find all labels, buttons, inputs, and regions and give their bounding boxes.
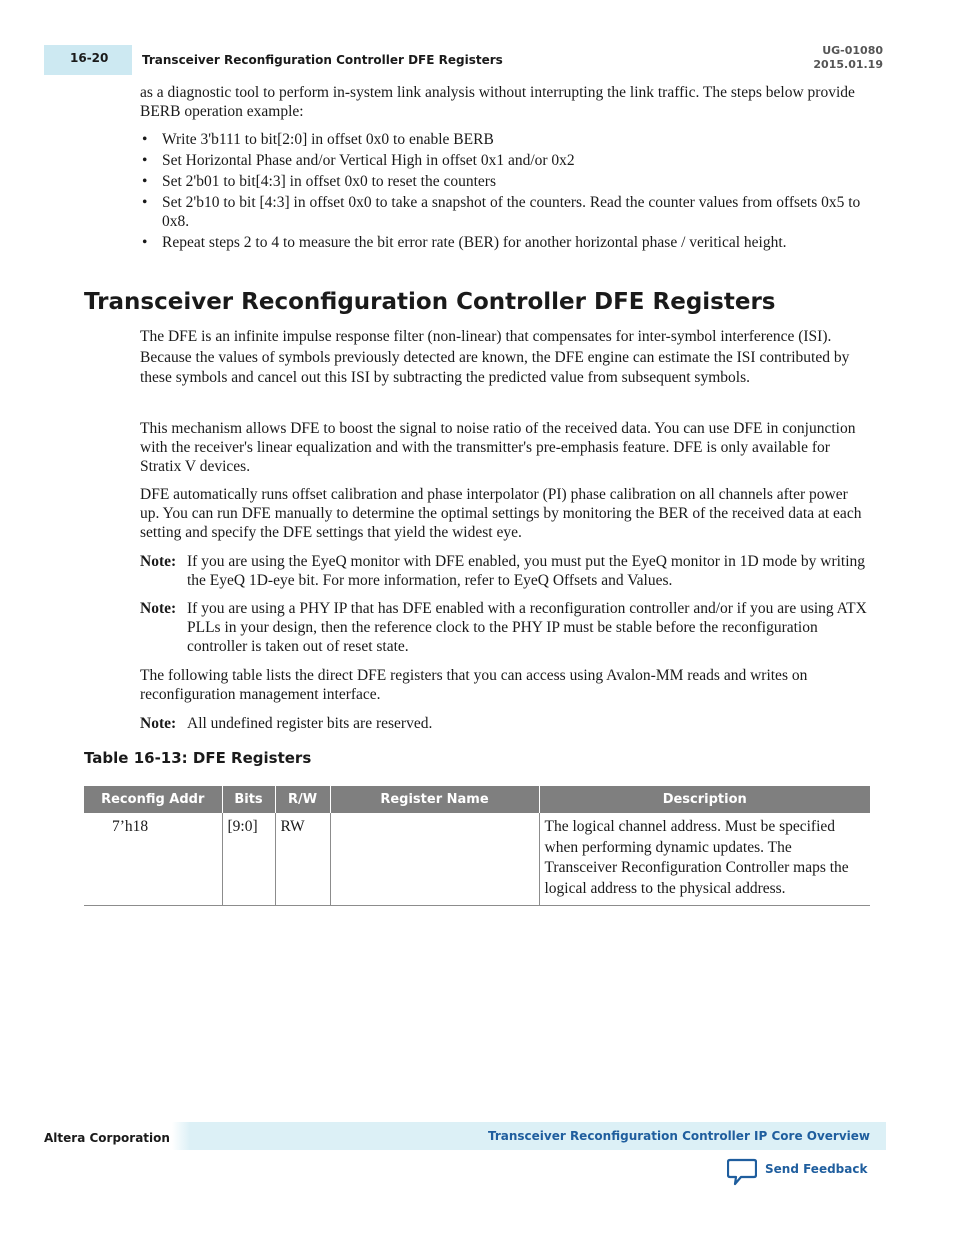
cell-rw: RW <box>275 813 330 906</box>
table-row <box>84 813 870 906</box>
dfe-mechanism-paragraph: This mechanism allows DFE to boost the signal to noise ratio of the received data. You can use DFE in conjunction with the receiver's linear equalization and with the transmitter's pre-emphasis feature. DFE is only available for Stratix V devices. <box>140 420 856 475</box>
note-label: Note: <box>140 715 177 732</box>
note-text: If you are using the EyeQ monitor with DFE enabled, you must put the EyeQ monitor in 1D mode by writing the EyeQ 1D-eye bit. For more information, refer to EyeQ Offsets and Values. <box>187 553 866 589</box>
note-label: Note: <box>140 600 177 617</box>
cell-description: The logical channel address. Must be specified when performing dynamic updates. The Transceiver Reconfiguration Controller maps the logical address to the physical address. <box>539 813 870 906</box>
note-phy-ip <box>140 599 870 656</box>
list-item: • Set 2'b01 to bit[4:3] in offset 0x0 to reset the counters <box>140 172 870 191</box>
note-text: All undefined register bits are reserved. <box>187 715 433 732</box>
note-undefined-bits <box>140 714 870 733</box>
cell-bits: [9:0] <box>222 813 275 906</box>
dfe-calibration-paragraph: DFE automatically runs offset calibration and phase interpolator (PI) phase calibration on all channels after power up. You can run DFE manually to determine the optimal settings by monitoring the BER of the received data at each setting and specify the DFE settings that yield the widest eye. <box>140 486 862 541</box>
table-caption: Table 16-13: DFE Registers <box>84 749 312 767</box>
speech-bubble-icon[interactable] <box>727 1158 757 1186</box>
document-id: UG-01080 <box>822 44 883 57</box>
cell-register-name <box>330 813 539 906</box>
table-header-row <box>84 786 870 813</box>
table-intro-paragraph: The following table lists the direct DFE registers that you can access using Avalon-MM reads and writes on reconfiguration management interface. <box>140 667 808 703</box>
note-eyeq <box>140 552 870 590</box>
column-header-bits: Bits <box>222 786 275 813</box>
list-item: • Set 2'b10 to bit [4:3] in offset 0x0 to take a snapshot of the counters. Read the counter values from offsets 0x5 to 0x8. <box>140 193 870 231</box>
berb-steps-list <box>140 130 870 254</box>
column-header-description: Description <box>539 786 870 813</box>
footer-company: Altera Corporation <box>44 1131 170 1145</box>
column-header-reconfig-addr: Reconfig Addr <box>84 786 222 813</box>
cell-reconfig-addr: 7’h18 <box>84 813 222 906</box>
footer-doc-title-link[interactable]: Transceiver Reconfiguration Controller IP Core Overview <box>487 1129 870 1143</box>
list-item: • Set Horizontal Phase and/or Vertical High in offset 0x1 and/or 0x2 <box>140 151 870 170</box>
intro-paragraph: as a diagnostic tool to perform in-system link analysis without interrupting the link traffic. The steps below provide BERB operation example: <box>140 84 855 120</box>
note-label: Note: <box>140 553 177 570</box>
section-heading: Transceiver Reconfiguration Controller DFE Registers <box>84 289 776 315</box>
column-header-rw: R/W <box>275 786 330 813</box>
document-date: 2015.01.19 <box>813 58 883 71</box>
note-text: If you are using a PHY IP that has DFE enabled with a reconfiguration controller and/or if you are using ATX PLLs in your design, then the reference clock to the PHY IP must be stable before the reconfiguration controller is taken out of reset state. <box>187 600 867 655</box>
send-feedback-link[interactable]: Send Feedback <box>765 1162 868 1176</box>
list-item: • Repeat steps 2 to 4 to measure the bit error rate (BER) for another horizontal phase / veritical height. <box>140 233 870 252</box>
list-item: • Write 3'b111 to bit[2:0] in offset 0x0 to enable BERB <box>140 130 870 149</box>
page-number: 16-20 <box>70 51 109 65</box>
running-header-title: Transceiver Reconfiguration Controller DFE Registers <box>142 53 503 67</box>
dfe-description-paragraph: The DFE is an infinite impulse response filter (non-linear) that compensates for inter-symbol interference (ISI). Because the values of symbols previously detected are known, the DFE engine can estimate the ISI contributed by these symbols and cancel out this ISI by subtracting the predicted value from subsequent symbols. <box>140 328 850 386</box>
dfe-registers-table <box>84 786 870 906</box>
document-id-block <box>813 44 883 72</box>
column-header-register-name: Register Name <box>330 786 539 813</box>
